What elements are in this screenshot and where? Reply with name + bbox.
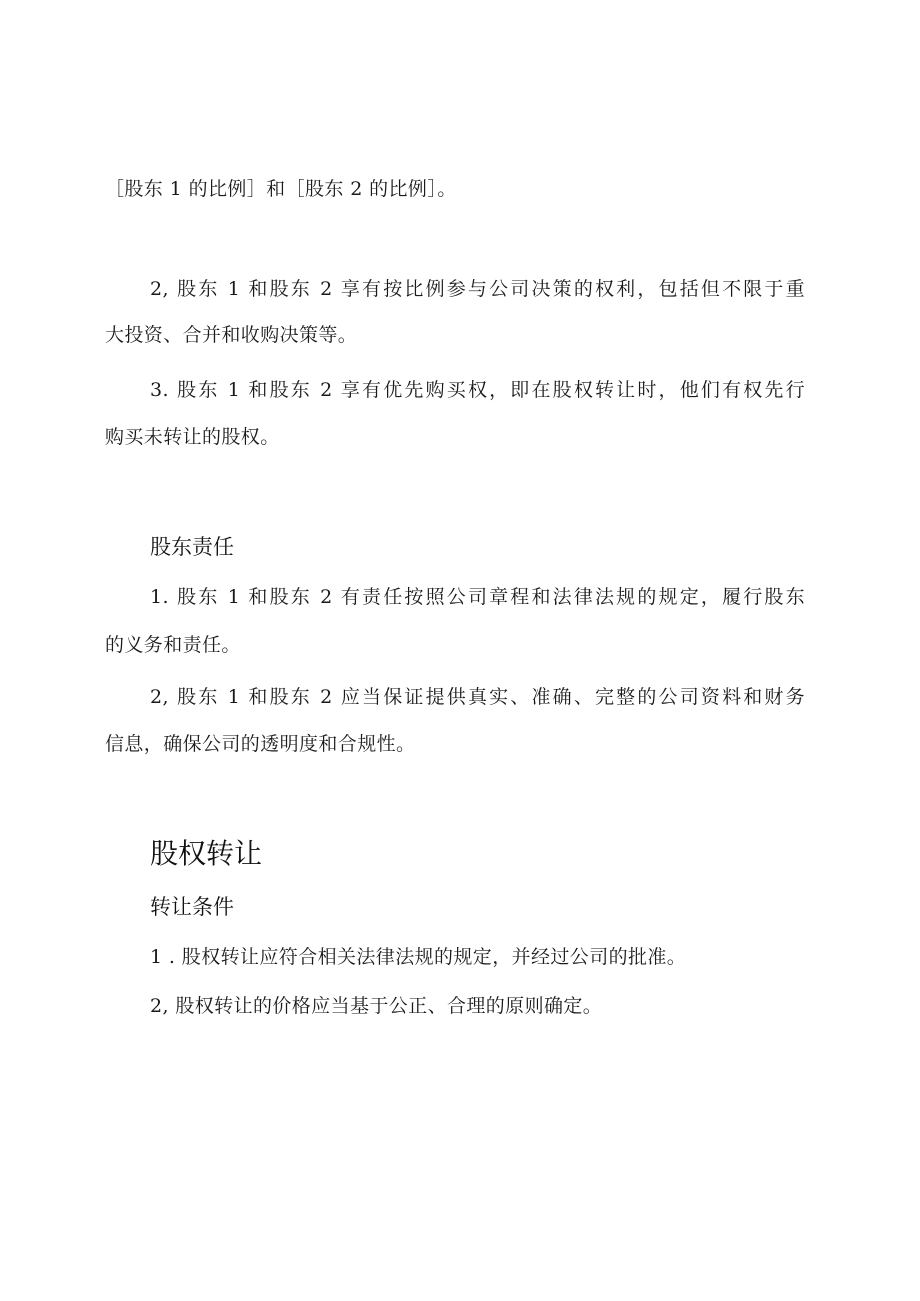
responsibility-item-1-line-1: 1. 股东 1 和股东 2 有责任按照公司章程和法律法规的规定，履行股东 <box>150 586 805 608</box>
rights-item-2-line-1: 2, 股东 1 和股东 2 享有按比例参与公司决策的权利，包括但不限于重 <box>150 278 805 300</box>
conditions-heading: 转让条件 <box>150 895 234 919</box>
responsibility-item-1-line-2: 的义务和责任。 <box>105 634 241 656</box>
condition-item-2: 2, 股权转让的价格应当基于公正、合理的原则确定。 <box>150 995 603 1017</box>
rights-item-2-line-2: 大投资、合并和收购决策等。 <box>105 324 358 346</box>
rights-item-3-line-1: 3. 股东 1 和股东 2 享有优先购买权，即在股权转让时，他们有权先行 <box>150 379 805 401</box>
responsibility-item-2-line-1: 2, 股东 1 和股东 2 应当保证提供真实、准确、完整的公司资料和财务 <box>150 686 805 708</box>
condition-item-1: 1 . 股权转让应符合相关法律法规的规定，并经过公司的批准。 <box>150 946 687 968</box>
intro-line: ［股东 1 的比例］和［股东 2 的比例］。 <box>105 178 457 200</box>
responsibility-item-2-line-2: 信息，确保公司的透明度和合规性。 <box>105 733 416 755</box>
rights-item-3-line-2: 购买未转让的股权。 <box>105 426 280 448</box>
responsibility-heading: 股东责任 <box>150 535 234 559</box>
transfer-heading: 股权转让 <box>150 837 263 870</box>
